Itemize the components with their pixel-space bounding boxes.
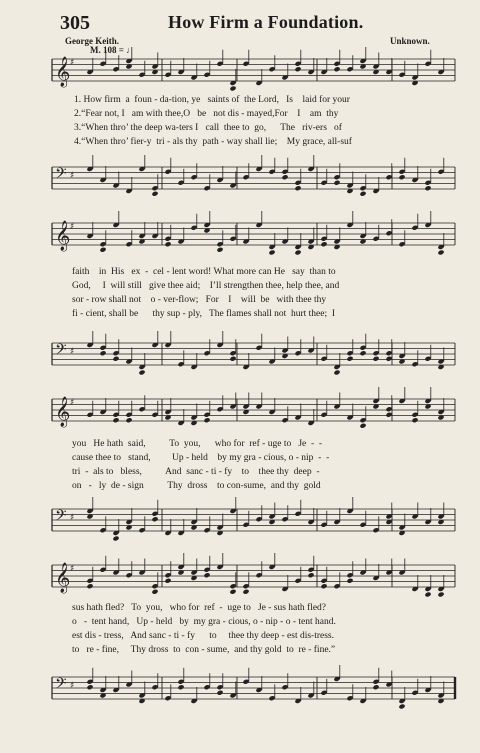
lyric-line: you He hath said, To you, who for ref - uge to Je - - bbox=[72, 439, 323, 449]
svg-text:𝄢: 𝄢 bbox=[55, 341, 67, 362]
hymn-number: 305 bbox=[60, 12, 90, 34]
svg-text:♯: ♯ bbox=[70, 171, 75, 181]
svg-text:♯: ♯ bbox=[70, 58, 75, 68]
svg-text:♯: ♯ bbox=[70, 513, 75, 523]
svg-text:♯: ♯ bbox=[70, 681, 75, 691]
staff-lines bbox=[52, 57, 455, 87]
svg-text:𝄞: 𝄞 bbox=[55, 563, 71, 593]
svg-text:♯: ♯ bbox=[70, 347, 75, 357]
staff-lines bbox=[52, 166, 455, 192]
svg-text:𝄞: 𝄞 bbox=[55, 57, 71, 87]
bass-staff bbox=[52, 342, 455, 368]
bass-staff bbox=[52, 508, 455, 534]
svg-text:𝄞: 𝄞 bbox=[55, 221, 71, 251]
lyric-line: sor - row shall not o - ver-flow; For I will be with thee thy bbox=[72, 295, 327, 305]
staff-lines bbox=[52, 342, 455, 368]
bass-staff bbox=[52, 676, 455, 702]
hymn-header bbox=[0, 0, 480, 55]
staff-lines bbox=[52, 397, 455, 427]
lyric-line: God, I will still give thee aid; I’ll strengthen thee, help thee, and bbox=[72, 281, 340, 291]
metronome-mark: M. 108 = ♩ bbox=[90, 45, 136, 55]
lyric-line: 1. How firm a foun - da-tion, ye saints of the Lord, Is laid for your bbox=[74, 95, 350, 105]
composer-credit: George Keith. bbox=[65, 36, 119, 46]
hymn-title: How Firm a Foundation. bbox=[168, 12, 364, 32]
treble-staff bbox=[52, 397, 455, 427]
lyric-line: tri - als to bless, And sanc - ti - fy to thee thy deep - bbox=[72, 467, 320, 477]
lyric-line: on - ly de - sign Thy dross to con-sume, and thy gold bbox=[72, 481, 321, 491]
svg-text:𝄢: 𝄢 bbox=[55, 165, 67, 186]
lyric-line: cause thee to stand, Up - held by my gra - cious, o - nip - - bbox=[72, 453, 330, 463]
staff-lines bbox=[52, 676, 455, 702]
svg-text:♯: ♯ bbox=[70, 398, 75, 408]
lyric-line: est dis - tress, And sanc - ti - fy to thee thy deep - est dis-tress. bbox=[72, 631, 334, 641]
svg-text:♯: ♯ bbox=[70, 564, 75, 574]
staff-lines bbox=[52, 508, 455, 534]
staff-lines bbox=[52, 563, 455, 593]
lyric-line: fi - cient, shall be thy sup - ply, The flames shall not hurt thee; I bbox=[72, 309, 336, 319]
lyric-line: 4.“When thro’ fier-y tri - als thy path - way shall lie; My grace, all-suf bbox=[74, 137, 352, 147]
treble-staff bbox=[52, 221, 455, 251]
author-credit: Unknown. bbox=[390, 36, 430, 46]
treble-staff bbox=[52, 57, 455, 87]
lyric-line: sus hath fled? To you, who for ref - uge to Je - sus hath fled? bbox=[72, 603, 327, 613]
bass-staff bbox=[52, 166, 455, 192]
staff-lines bbox=[52, 221, 455, 251]
lyric-line: faith in His ex - cel - lent word! What more can He say than to bbox=[72, 267, 336, 277]
lyric-line: o - tent hand, Up - held by my gra - cious, o - nip - o - tent hand. bbox=[72, 617, 336, 627]
lyric-line: to re - fine, Thy dross to con - sume, and thy gold to re - fine.” bbox=[72, 645, 336, 655]
svg-text:𝄢: 𝄢 bbox=[55, 507, 67, 528]
lyric-line: 2.“Fear not, I am with thee,O be not dis - mayed,For I am thy bbox=[74, 109, 339, 119]
treble-staff bbox=[52, 563, 455, 593]
lyric-line: 3.“When thro’ the deep wa-ters I call thee to go, The riv-ers of bbox=[74, 123, 342, 133]
svg-text:♯: ♯ bbox=[70, 222, 75, 232]
svg-text:𝄞: 𝄞 bbox=[55, 397, 71, 427]
svg-text:𝄢: 𝄢 bbox=[55, 675, 67, 696]
